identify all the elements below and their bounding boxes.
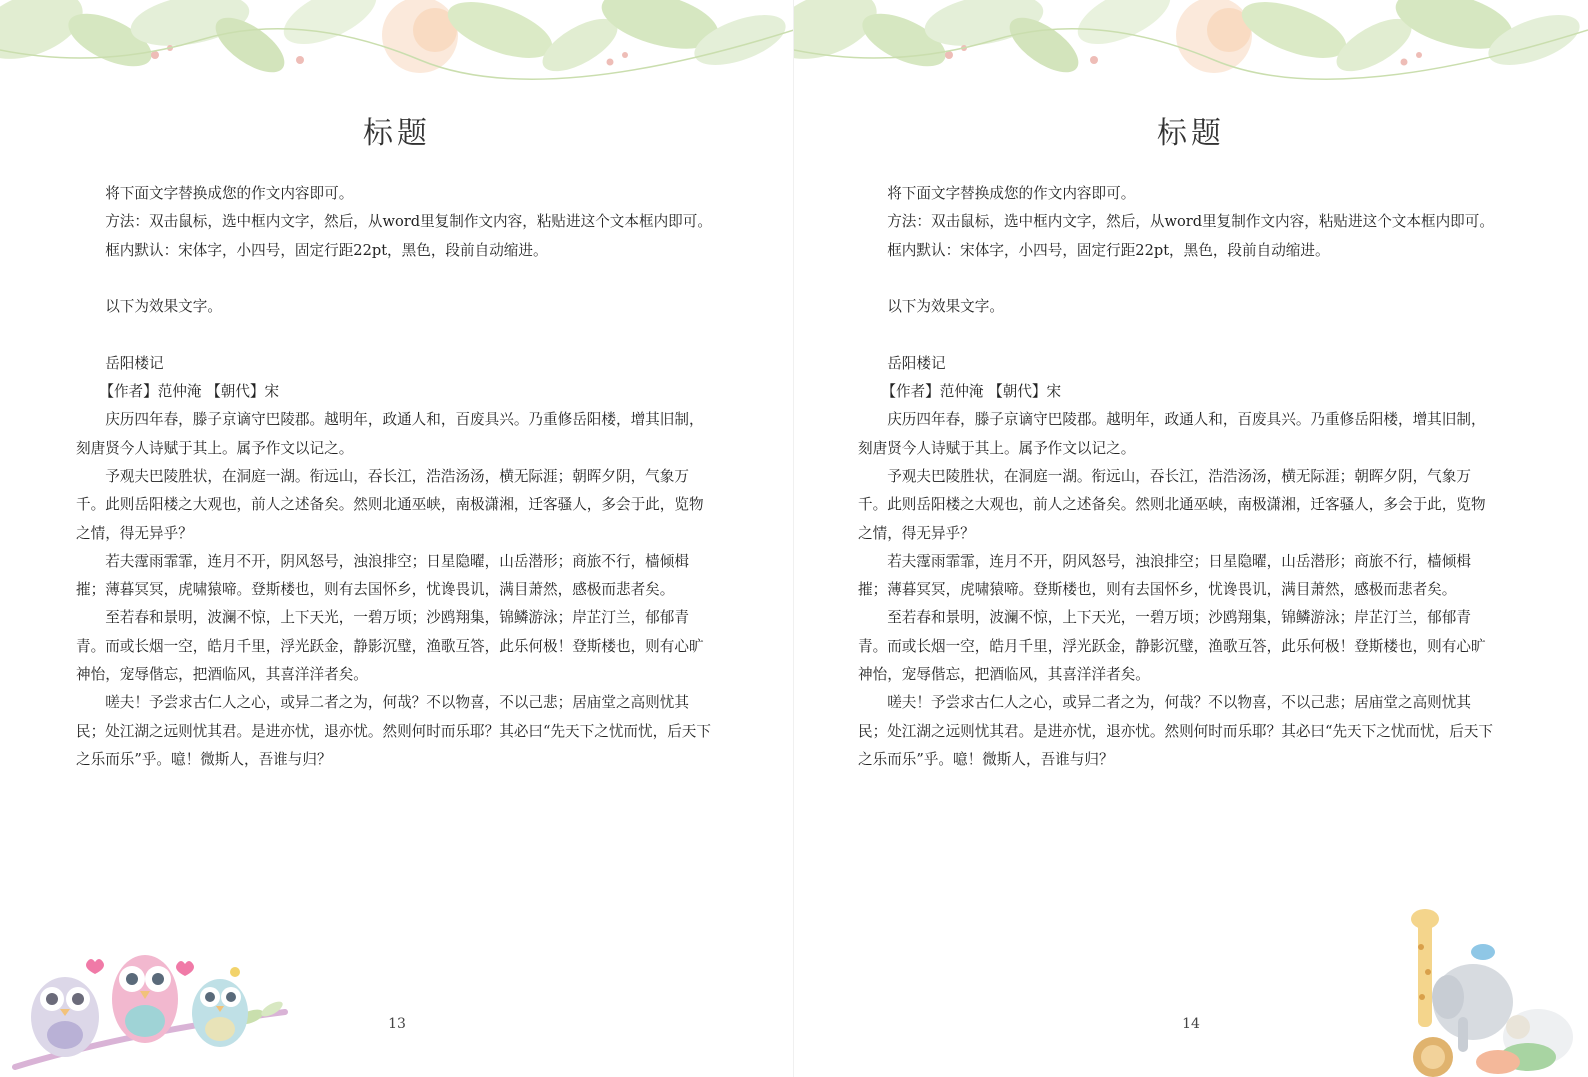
page-right: [794, 0, 1588, 1077]
page-number: 14: [1182, 1016, 1200, 1032]
blank-line: [858, 321, 1498, 349]
essay-title: 岳阳楼记: [887, 354, 946, 372]
blank-line: [76, 265, 716, 293]
essay-author: 【作者】范仲淹 【朝代】宋: [881, 383, 1062, 401]
essay-author: 【作者】范仲淹 【朝代】宋: [99, 383, 280, 401]
paragraph: 将下面文字替换成您的作文内容即可。: [105, 185, 354, 202]
blank-line: [858, 265, 1498, 293]
essay-title: 岳阳楼记: [105, 354, 164, 372]
paragraph: 框内默认：宋体字，小四号，固定行距22pt，黑色，段前自动缩进。: [887, 241, 1330, 259]
paragraph: 以下为效果文字。: [105, 298, 222, 316]
paragraph: 方法：双击鼠标，选中框内文字，然后，从word里复制作文内容，粘贴进这个文本框内即可。: [887, 213, 1494, 231]
paragraph: 嗟夫！予尝求古仁人之心，或异二者之为，何哉？不以物喜，不以己悲；居庙堂之高则忧其民；处江湖之远则忧其君。是进亦忧，退亦忧。然则何时而乐耶？其必曰“先天下之忧而忧，后天下之乐而乐”乎。噫！微斯人，吾谁与归？: [76, 694, 711, 768]
paragraph: 予观夫巴陵胜状，在洞庭一湖。衔远山，吞长江，浩浩汤汤，横无际涯；朝晖夕阴，气象万千。此则岳阳楼之大观也，前人之述备矣。然则北通巫峡，南极潇湘，迁客骚人，多会于此，览物之情，得无异乎？: [858, 467, 1486, 542]
blank-line: [76, 321, 716, 349]
giraffe-animals-icon: [1388, 907, 1588, 1077]
watercolor-leaves-flowers-icon: [794, 0, 1588, 92]
page-number: 13: [388, 1016, 406, 1032]
paragraph: 框内默认：宋体字，小四号，固定行距22pt，黑色，段前自动缩进。: [105, 241, 548, 259]
paragraph: 将下面文字替换成您的作文内容即可。: [887, 185, 1136, 202]
owls-on-branch-icon: [10, 917, 310, 1077]
essay-text-box[interactable]: [858, 180, 1498, 774]
paragraph: 至若春和景明，波澜不惊，上下天光，一碧万顷；沙鸥翔集，锦鳞游泳；岸芷汀兰，郁郁青青。而或长烟一空，皓月千里，浮光跃金，静影沉璧，渔歌互答，此乐何极！登斯楼也，则有心旷神怡，宠辱偕忘，把酒临风，其喜洋洋者矣。: [858, 609, 1486, 684]
paragraph: 予观夫巴陵胜状，在洞庭一湖。衔远山，吞长江，浩浩汤汤，横无际涯；朝晖夕阴，气象万千。此则岳阳楼之大观也，前人之述备矣。然则北通巫峡，南极潇湘，迁客骚人，多会于此，览物之情，得无异乎？: [76, 467, 704, 542]
paragraph: 庆历四年春，滕子京谪守巴陵郡。越明年，政通人和，百废具兴。乃重修岳阳楼，增其旧制，刻唐贤今人诗赋于其上。属予作文以记之。: [858, 411, 1486, 457]
paragraph: 方法：双击鼠标，选中框内文字，然后，从word里复制作文内容，粘贴进这个文本框内即可。: [105, 213, 712, 231]
paragraph: 以下为效果文字。: [887, 298, 1004, 316]
essay-text-box[interactable]: [76, 180, 716, 774]
paragraph: 若夫霪雨霏霏，连月不开，阴风怒号，浊浪排空；日星隐曜，山岳潜形；商旅不行，樯倾楫摧；薄暮冥冥，虎啸猿啼。登斯楼也，则有去国怀乡，忧谗畏讥，满目萧然，感极而悲者矣。: [76, 552, 689, 599]
watercolor-leaves-flowers-icon: [0, 0, 794, 92]
paragraph: 若夫霪雨霏霏，连月不开，阴风怒号，浊浪排空；日星隐曜，山岳潜形；商旅不行，樯倾楫摧；薄暮冥冥，虎啸猿啼。登斯楼也，则有去国怀乡，忧谗畏讥，满目萧然，感极而悲者矣。: [858, 552, 1471, 599]
paragraph: 庆历四年春，滕子京谪守巴陵郡。越明年，政通人和，百废具兴。乃重修岳阳楼，增其旧制，刻唐贤今人诗赋于其上。属予作文以记之。: [76, 411, 704, 457]
page-title: 标题: [1157, 116, 1225, 151]
paragraph: 至若春和景明，波澜不惊，上下天光，一碧万顷；沙鸥翔集，锦鳞游泳；岸芷汀兰，郁郁青青。而或长烟一空，皓月千里，浮光跃金，静影沉璧，渔歌互答，此乐何极！登斯楼也，则有心旷神怡，宠辱偕忘，把酒临风，其喜洋洋者矣。: [76, 609, 704, 684]
paragraph: 嗟夫！予尝求古仁人之心，或异二者之为，何哉？不以物喜，不以己悲；居庙堂之高则忧其民；处江湖之远则忧其君。是进亦忧，退亦忧。然则何时而乐耶？其必曰“先天下之忧而忧，后天下之乐而乐”乎。噫！微斯人，吾谁与归？: [858, 694, 1493, 768]
page-title: 标题: [363, 116, 431, 151]
